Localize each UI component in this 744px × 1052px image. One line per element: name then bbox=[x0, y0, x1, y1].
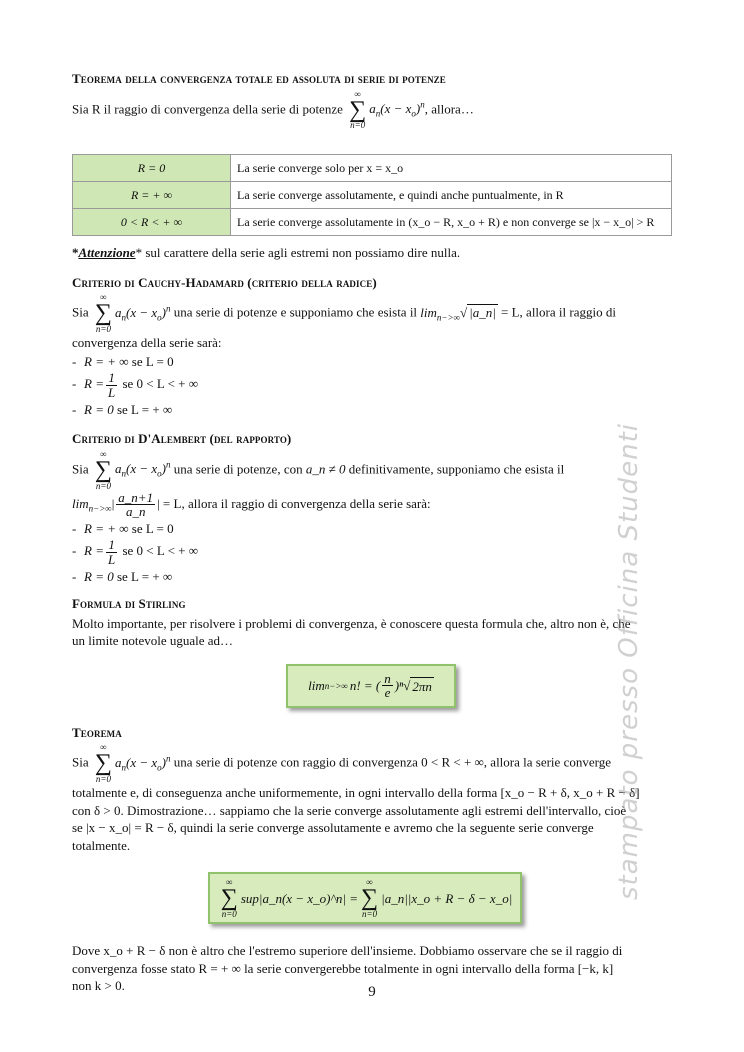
table-cell-condition: R = + ∞ bbox=[73, 182, 231, 209]
sigma-icon: ∑ bbox=[94, 456, 112, 483]
sigma-icon: ∑ bbox=[349, 96, 367, 123]
heading-power-series-theorem: Teorema della convergenza totale ed assoluta di serie di potenze bbox=[72, 71, 446, 86]
nonzero-condition: a_n ≠ 0 bbox=[305, 461, 346, 477]
heading-cauchy-hadamard: Criterio di Cauchy-Hadamard (criterio della radice) bbox=[72, 274, 377, 290]
list-item: - R = + ∞ se L = 0 bbox=[72, 353, 174, 369]
table-row bbox=[73, 155, 672, 182]
list-item: - R = 0 se L = + ∞ bbox=[72, 401, 173, 417]
cauchy-text-c: convergenza della serie sarà: bbox=[72, 335, 222, 351]
summation-symbol: ∞ ∑ n=0 bbox=[94, 448, 112, 491]
table-cell-condition: 0 < R < + ∞ bbox=[73, 209, 231, 236]
list-item: - R = $\frac{1}{L}$ se 0 < L < + ∞ bbox=[72, 370, 199, 400]
series-term: $a_n(x - x_o)^n$ bbox=[114, 753, 171, 773]
attention-prefix: * bbox=[72, 245, 79, 261]
table-cell-description: La serie converge assolutamente in (x_o − R, x_o + R) e non converge se |x − x_o| > R bbox=[231, 209, 672, 236]
table-row bbox=[73, 182, 672, 209]
sigma-icon: ∑ bbox=[94, 300, 112, 327]
series-term: $a_n(x - x_o)^n$ bbox=[114, 459, 171, 479]
attention-word: Attenzione bbox=[78, 245, 136, 261]
convergence-formula-box bbox=[208, 872, 522, 924]
dalembert-limit-line: $\lim_{n->\infty}|$ $\frac{a\_n+1}{a\_n}$ | = L, allora il raggio di convergenza della serie sarà: bbox=[72, 489, 431, 520]
teorema-paragraph bbox=[72, 743, 674, 784]
closing-a: Dove x_o + R − δ non è altro che l'estremo superiore dell'insieme. Dobbiamo osservare che se il raggio di bbox=[72, 943, 623, 959]
teorema-text-d: se |x − x_o| = R − δ, quindi la serie converge assolutamente e avremo che la seguente serie converge bbox=[72, 820, 594, 836]
power-series-intro bbox=[72, 90, 674, 131]
attention-note bbox=[72, 244, 674, 262]
table-row bbox=[73, 209, 672, 236]
table-cell-description: La serie converge solo per x = x_o bbox=[231, 155, 672, 182]
summation-symbol: ∞ ∑ n=0 bbox=[361, 876, 379, 919]
stirling-text-b: un limite notevole uguale ad… bbox=[72, 633, 234, 649]
intro-tail: , allora… bbox=[424, 100, 474, 116]
teorema-text-b: totalmente e, di conseguenza anche uniformemente, in ogni intervallo della forma [x_o − R + δ, x_o + R − δ] bbox=[72, 785, 640, 801]
box-left-expr: sup|a_n(x − x_o)^n| = bbox=[240, 890, 359, 906]
sigma-icon: ∑ bbox=[94, 750, 112, 777]
attention-text: * sul carattere della serie agli estremi non possiamo dire nulla. bbox=[135, 245, 461, 261]
closing-c: non k > 0. bbox=[72, 978, 125, 994]
teorema-text-e: totalmente. bbox=[72, 837, 131, 853]
sigma-icon: ∑ bbox=[220, 884, 238, 911]
cauchy-text-a: una serie di potenze e supponiamo che esista il bbox=[173, 304, 418, 320]
heading-dalembert: Criterio di D'Alembert (del rapporto) bbox=[72, 431, 292, 447]
dalembert-text-a: una serie di potenze, con bbox=[173, 461, 303, 477]
convergence-table bbox=[72, 154, 672, 236]
dalembert-text-b: definitivamente, supponiamo che esista il bbox=[348, 461, 565, 477]
list-item: - R = + ∞ se L = 0 bbox=[72, 520, 174, 536]
sia-label: Sia bbox=[72, 304, 89, 320]
summation-symbol: ∞ ∑ n=0 bbox=[220, 876, 238, 919]
stirling-formula-box: lim n−>∞ n! = ( $\frac{n}{e}$ )ⁿ √ 2πn bbox=[286, 664, 456, 708]
sigma-icon: ∑ bbox=[361, 884, 379, 911]
table-cell-condition: R = 0 bbox=[73, 155, 231, 182]
summation-symbol: ∞ ∑ n=0 bbox=[94, 742, 112, 785]
ratio-fraction: $\frac{a\_n+1}{a\_n}$ bbox=[118, 489, 154, 520]
sia-label: Sia bbox=[72, 461, 89, 477]
lim-expression: $\lim_{n->\infty}√$ |a_n| bbox=[420, 304, 496, 323]
series-term: $a_n(x - x_o)^n$ bbox=[369, 99, 425, 119]
cauchy-paragraph bbox=[72, 293, 674, 334]
sia-label: Sia bbox=[72, 754, 89, 770]
stirling-text-a: Molto importante, per risolvere i problemi di convergenza, è conoscere questa formula che, altro non è, che bbox=[72, 615, 631, 631]
page-number: 9 bbox=[368, 984, 376, 1000]
teorema-text-a: una serie di potenze con raggio di convergenza 0 < R < + ∞, allora la serie converge bbox=[173, 754, 611, 770]
sum-lower-limit: n=0 bbox=[350, 120, 366, 131]
teorema-text-c: con δ > 0. Dimostrazione… sappiamo che la serie converge assolutamente agli estremi dell'intervallo, cioè bbox=[72, 802, 627, 818]
dalembert-paragraph bbox=[72, 450, 674, 491]
cauchy-text-b: = L, allora il raggio di bbox=[501, 304, 616, 320]
summation-symbol bbox=[349, 90, 366, 131]
heading-stirling: Formula di Stirling bbox=[72, 596, 186, 612]
list-item: - R = $\frac{1}{L}$ se 0 < L < + ∞ bbox=[72, 537, 199, 567]
box-right-expr: |a_n||x_o + R − δ − x_o| bbox=[381, 890, 513, 906]
document-page bbox=[72, 70, 674, 995]
summation-symbol: ∞ ∑ n=0 bbox=[94, 292, 112, 335]
sum-upper-limit: ∞ bbox=[354, 88, 361, 99]
closing-b: convergenza fosse stato R = + ∞ la serie convergerebbe totalmente in ogni intervallo della forma [−k, k] bbox=[72, 960, 614, 976]
heading-teorema: Teorema bbox=[72, 724, 122, 740]
table-cell-description: La serie converge assolutamente, e quindi anche puntualmente, in R bbox=[231, 182, 672, 209]
intro-text: Sia R il raggio di convergenza della serie di potenze bbox=[72, 100, 343, 116]
series-term: $a_n(x - x_o)^n$ bbox=[114, 303, 171, 323]
watermark: stampato presso Officina Studenti bbox=[614, 422, 644, 900]
list-item: - R = 0 se L = + ∞ bbox=[72, 568, 173, 584]
